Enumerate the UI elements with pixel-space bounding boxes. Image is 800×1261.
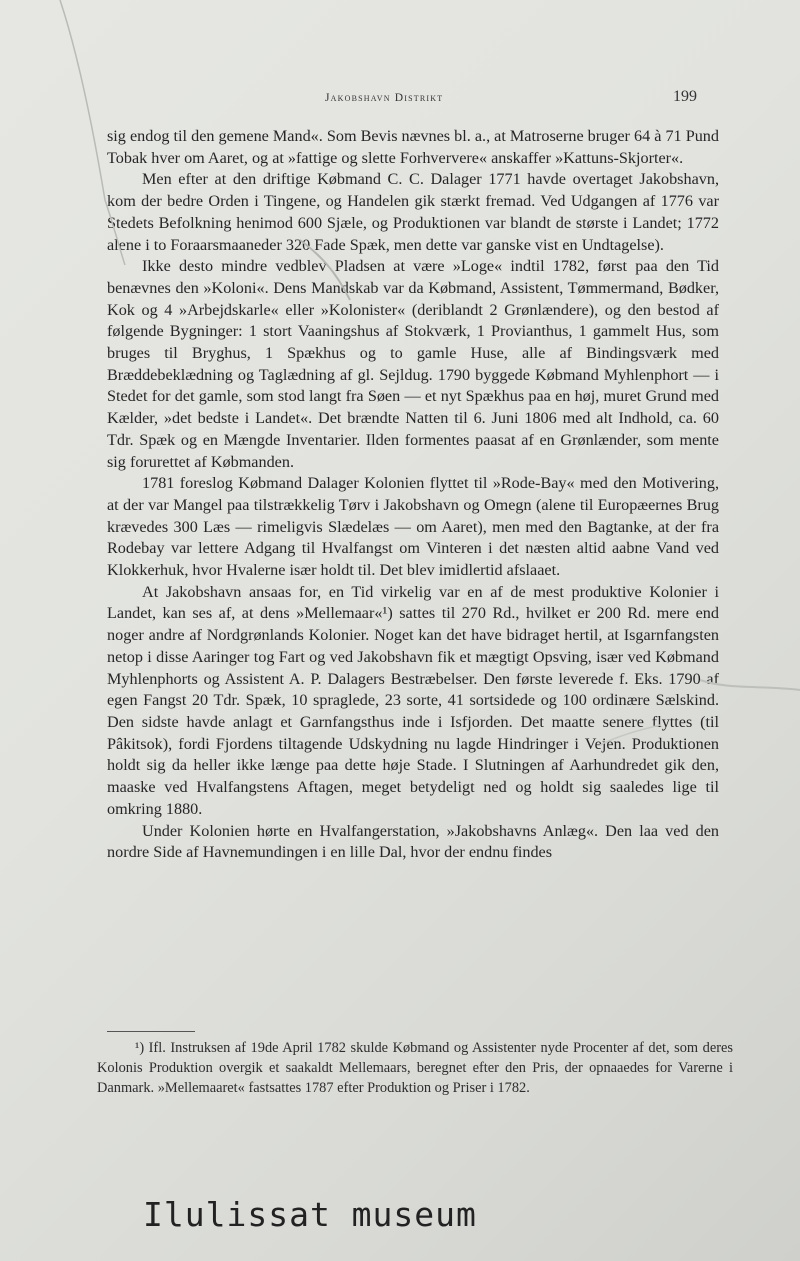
paragraph: Men efter at den driftige Købmand C. C. Dalager 1771 havde overtaget Jakobshavn, kom der bedre Orden i Tingene, og Handelen gik stærkt fremad. Ved Udgangen af 1776 var Stedets Befolkning henimod 600 Sjæle, og Produktionen var blandt de største i Landet; 1772 alene i to Foraarsmaaneder 320 Fade Spæk, men dette var ganske vist en Undtagelse). bbox=[107, 170, 719, 254]
footnote-text: ¹) Ifl. Instruksen af 19de April 1782 skulde Købmand og Assistenter nyde Procenter af det, som deres Kolonis Produktion overgik et saakaldt Mellemaars, beregnet efter den Pris, der opnaaedes for Varerne i Danmark. »Mellemaaret« fastsattes 1787 efter Produktion og Priser i 1782. bbox=[97, 1040, 733, 1096]
footnote-divider bbox=[107, 1031, 195, 1032]
page-header bbox=[0, 88, 800, 112]
body-text bbox=[107, 126, 719, 864]
museum-stamp: Ilulissat museum bbox=[143, 1195, 477, 1234]
paragraph: At Jakobshavn ansaas for, en Tid virkelig var en af de mest produktive Kolonier i Landet, kan ses af, at dens »Mellemaar«¹) sattes til 270 Rd., hvilket er 200 Rd. mere end noger andre af Nordgrønlands Kolonier. Noget kan det have bidraget hertil, at Isgarnfangsten netop i disse Aaringer tog Fart og ved Jakobshavn fik et mægtigt Opsving, især ved Købmand Myhlenphorts og Assistent A. P. Dalagers Bestræbelser. Den første leverede f. Eks. 1790 af egen Fangst 20 Tdr. Spæk, 10 spraglede, 23 sorte, 41 sortsidede og 100 ordinære Sælskind. Den sidste havde anlagt et Garnfangsthus inde i Isfjorden. Det maatte senere flyttes (til Pâkitsok), fordi Fjordens tiltagende Udskydning nu lagde Hindringer i Vejen. Produktionen holdt sig da heller ikke længe paa dette høje Stade. I Slutningen af Aarhundredet gik den, maaske ved Hvalfangstens Aftagen, meget betydeligt ned og holdt sig saaledes lige til omkring 1880. bbox=[107, 582, 719, 818]
footnote bbox=[97, 1039, 733, 1098]
paragraph: Under Kolonien hørte en Hvalfangerstation, »Jakobshavns Anlæg«. Den laa ved den nordre Side af Havnemundingen i en lille Dal, hvor der endnu findes bbox=[107, 821, 719, 862]
paragraph: sig endog til den gemene Mand«. Som Bevis nævnes bl. a., at Matroserne bruger 64 à 71 Pund Tobak hver om Aaret, og at »fattige og slette Forhververe« anskaffer »Kattuns-Skjorter«. bbox=[107, 127, 719, 167]
paragraph: Ikke desto mindre vedblev Pladsen at være »Loge« indtil 1782, først paa den Tid benævnes den »Koloni«. Dens Mandskab var da Købmand, Assistent, Tømmermand, Bødker, Kok og 4 »Arbejdskarle« eller »Kolonister« (deriblandt 2 Grønlændere), og den bestod af følgende Bygninger: 1 stort Vaaningshus af Stokværk, 1 Provianthus, 1 gammelt Hus, som bruges til Bryghus, 1 Spækhus og to gamle Huse, alle af Bindingsværk med Bræddebeklædning og Taglædning af gl. Sejldug. 1790 byggede Købmand Myhlenphort — i Stedet for det gamle, som stod langt fra Søen — et nyt Spækhus paa en høj, muret Grund med Kælder, »det bedste i Landet«. Det brændte Natten til 6. Juni 1806 med alt Indhold, ca. 60 Tdr. Spæk og en Mængde Inventarier. Ilden formentes paasat af en Grønlænder, som mente sig forurettet af Købmanden. bbox=[107, 257, 719, 471]
running-title: Jakobshavn Distrikt bbox=[325, 92, 444, 104]
paragraph: 1781 foreslog Købmand Dalager Kolonien flyttet til »Rode-Bay« med den Motivering, at der var Mangel paa tilstrækkelig Tørv i Jakobshavn og Omegn (alene til Europæernes Brug krævedes 300 Læs — rimeligvis Slædelæs — om Aaret), men med den Bagtanke, at der fra Rodebay var lettere Adgang til Hvalfangst om Vinteren i det næsten altid aabne Vand ved Klokkerhuk, hvor Hvalerne især holdt til. Det blev imidlertid afslaaet. bbox=[107, 474, 719, 580]
page-number: 199 bbox=[673, 88, 697, 105]
